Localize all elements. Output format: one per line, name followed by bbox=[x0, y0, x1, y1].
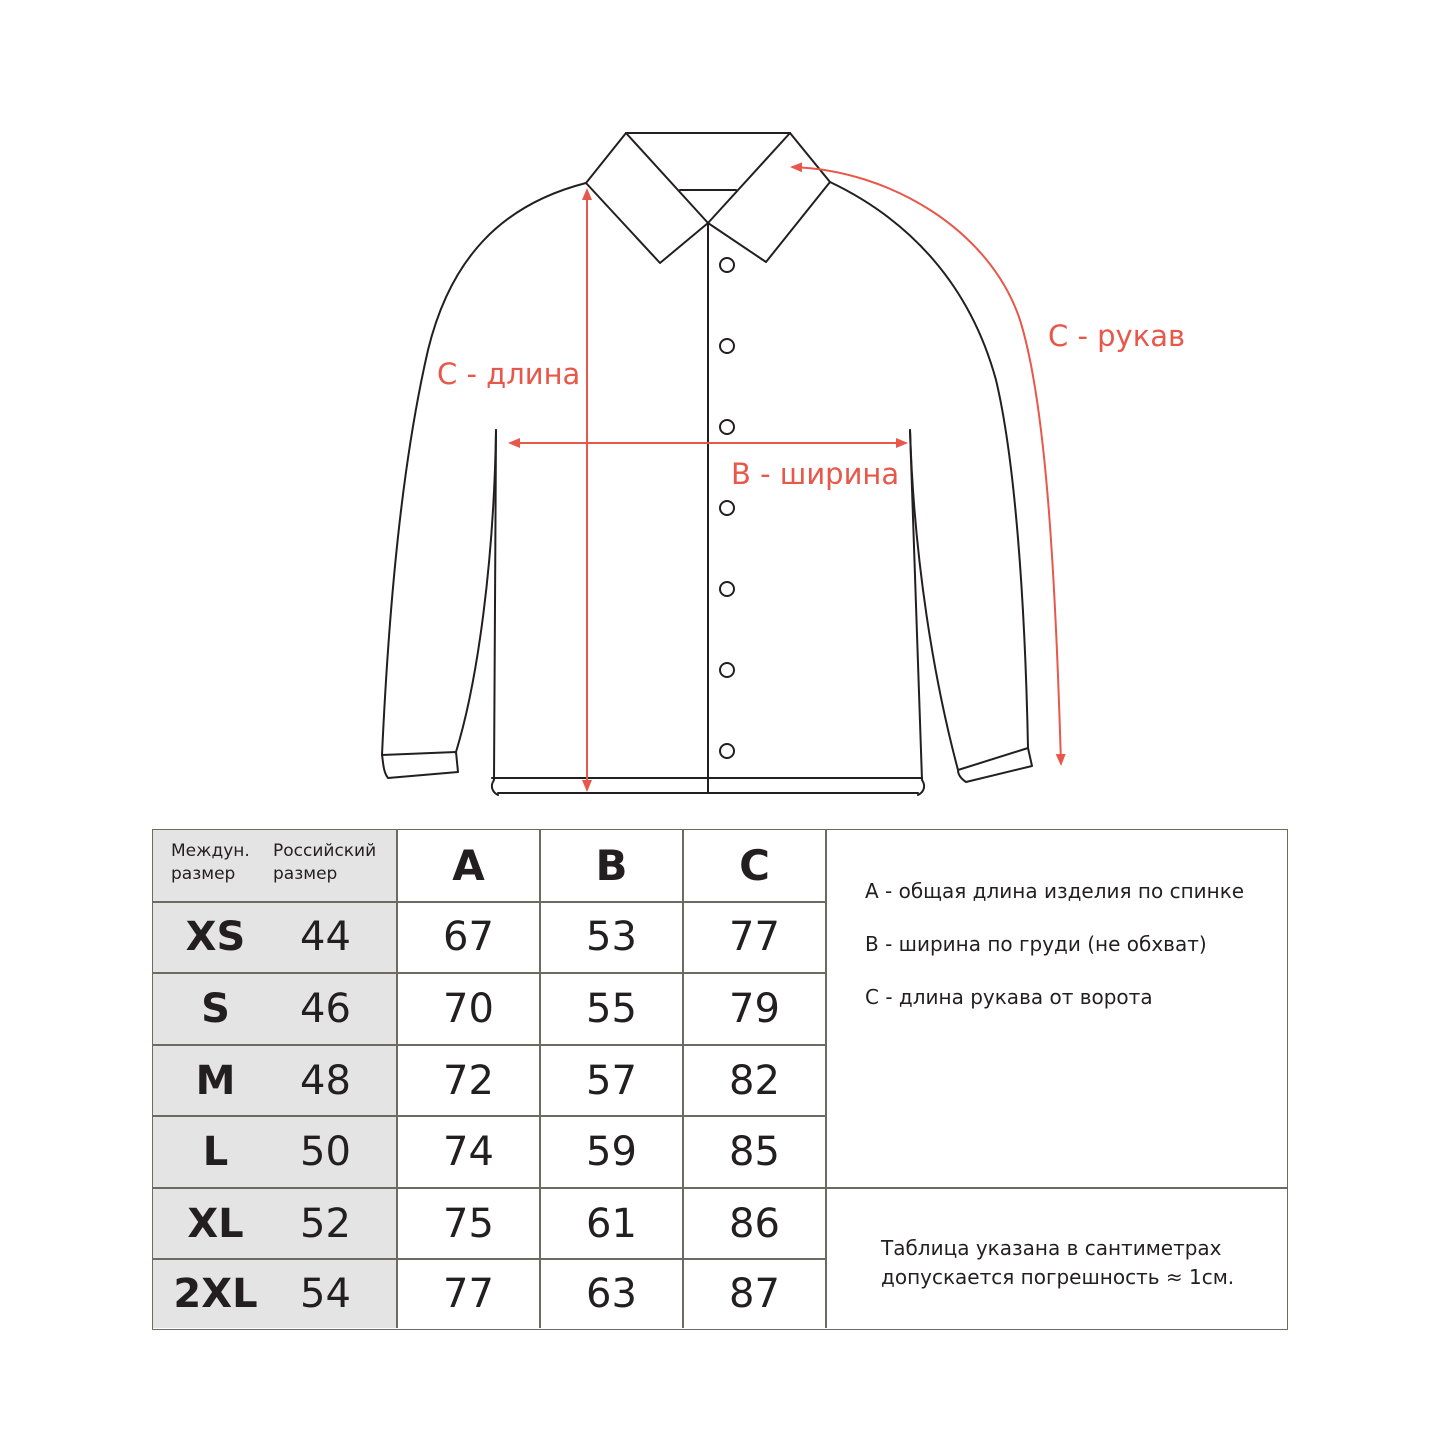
grid-line bbox=[153, 972, 826, 974]
value-b-cell: 55 bbox=[586, 985, 637, 1032]
header-intl-line2: размер bbox=[171, 864, 236, 884]
button bbox=[720, 258, 734, 272]
button bbox=[720, 582, 734, 596]
value-c-cell: 85 bbox=[729, 1128, 780, 1175]
value-b-cell: 57 bbox=[586, 1057, 637, 1104]
right-sleeve-inner bbox=[910, 430, 958, 770]
grid-line bbox=[153, 1258, 826, 1260]
value-c-cell: 87 bbox=[729, 1270, 780, 1317]
value-b-cell: 61 bbox=[586, 1200, 637, 1247]
value-a-cell: 75 bbox=[443, 1200, 494, 1247]
intl-size-cell: XS bbox=[185, 913, 246, 960]
body-left-side bbox=[492, 430, 498, 795]
grid-line bbox=[153, 1115, 826, 1117]
value-a-cell: 67 bbox=[443, 913, 494, 960]
right-cuff bbox=[958, 748, 1032, 782]
grid-line bbox=[153, 1187, 1287, 1189]
value-c-cell: 77 bbox=[729, 913, 780, 960]
left-sleeve-outline bbox=[382, 183, 586, 755]
intl-size-cell: M bbox=[195, 1057, 236, 1104]
value-c-cell: 86 bbox=[729, 1200, 780, 1247]
header-ru-size bbox=[273, 840, 395, 890]
header-intl-line1: Междун. bbox=[171, 841, 250, 861]
value-a-cell: 70 bbox=[443, 985, 494, 1032]
button bbox=[720, 420, 734, 434]
left-cuff bbox=[382, 752, 458, 778]
value-c-cell: 79 bbox=[729, 985, 780, 1032]
value-a-cell: 72 bbox=[443, 1057, 494, 1104]
ru-size-cell: 54 bbox=[300, 1270, 351, 1317]
collar-right bbox=[708, 133, 830, 262]
value-b-cell: 63 bbox=[586, 1270, 637, 1317]
intl-size-cell: S bbox=[201, 985, 230, 1032]
button bbox=[720, 501, 734, 515]
grid-line bbox=[153, 1044, 826, 1046]
button bbox=[720, 339, 734, 353]
intl-size-cell: L bbox=[202, 1128, 229, 1175]
width-label: В - ширина bbox=[731, 457, 900, 491]
size-table bbox=[152, 829, 1288, 1330]
left-sleeve-inner bbox=[456, 430, 496, 752]
ru-size-cell: 44 bbox=[300, 913, 351, 960]
note-units: Таблица указана в сантиметрах bbox=[881, 1236, 1222, 1260]
button bbox=[720, 663, 734, 677]
length-label: С - длина bbox=[437, 357, 581, 391]
note-tolerance: допускается погрешность ≈ 1см. bbox=[881, 1265, 1235, 1289]
legend-c: С - длина рукава от ворота bbox=[865, 985, 1153, 1009]
value-a-cell: 74 bbox=[443, 1128, 494, 1175]
header-ru-line1: Российский bbox=[273, 841, 377, 861]
header-col-a: A bbox=[452, 841, 485, 890]
grid-line bbox=[539, 830, 541, 1328]
buttons bbox=[720, 258, 734, 758]
grid-line bbox=[682, 830, 684, 1328]
header-col-b: B bbox=[595, 841, 628, 890]
value-a-cell: 77 bbox=[443, 1270, 494, 1317]
grid-line bbox=[153, 901, 826, 903]
intl-size-cell: 2XL bbox=[173, 1270, 258, 1317]
ru-size-cell: 50 bbox=[300, 1128, 351, 1175]
grid-line bbox=[396, 830, 398, 1328]
value-c-cell: 82 bbox=[729, 1057, 780, 1104]
ru-size-cell: 52 bbox=[300, 1200, 351, 1247]
button bbox=[720, 744, 734, 758]
header-ru-line2: размер bbox=[273, 864, 338, 884]
collar-left bbox=[586, 133, 708, 263]
header-intl-size bbox=[171, 840, 271, 890]
sleeve-label: С - рукав bbox=[1048, 319, 1186, 353]
legend-a: А - общая длина изделия по спинке bbox=[865, 879, 1245, 903]
value-b-cell: 59 bbox=[586, 1128, 637, 1175]
jacket-outline bbox=[382, 133, 1032, 795]
intl-size-cell: XL bbox=[187, 1200, 244, 1247]
header-col-c: C bbox=[739, 841, 770, 890]
ru-size-cell: 48 bbox=[300, 1057, 351, 1104]
ru-size-cell: 46 bbox=[300, 985, 351, 1032]
grid-line bbox=[825, 830, 827, 1328]
value-b-cell: 53 bbox=[586, 913, 637, 960]
legend-b: В - ширина по груди (не обхват) bbox=[865, 932, 1207, 956]
